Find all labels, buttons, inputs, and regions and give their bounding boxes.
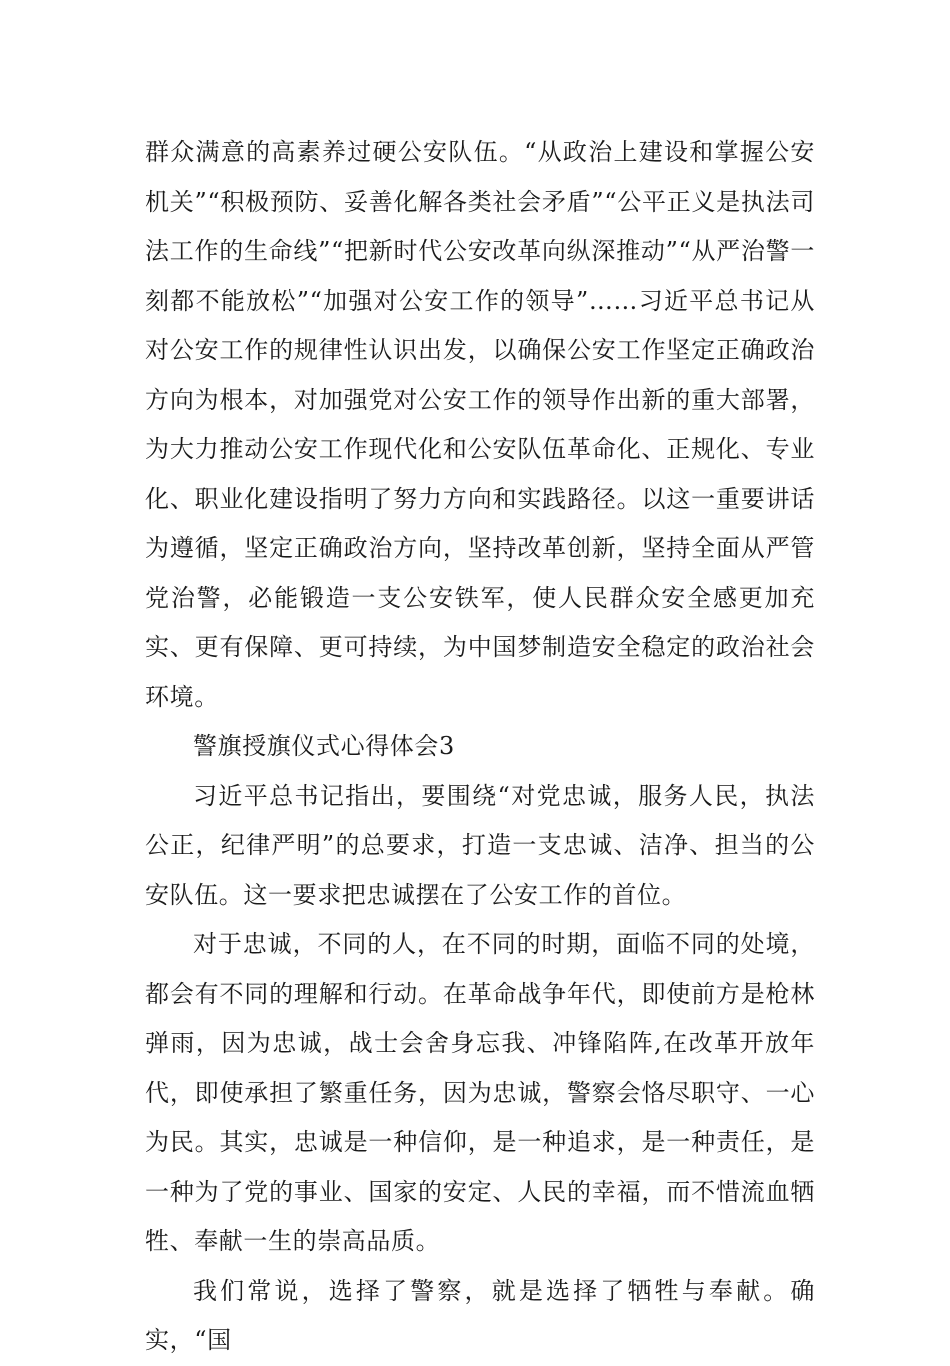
paragraph-2: 习近平总书记指出，要围绕“对党忠诚，服务人民，执法公正，纪律严明”的总要求，打造一支忠诚、洁净、担当的公安队伍。这一要求把忠诚摆在了公安工作的首位。 [145,781,815,909]
document-body [145,128,815,1366]
paragraph-4: 我们常说，选择了警察，就是选择了牺牲与奉献。确实，“国 [145,1276,815,1354]
paragraph-1: 群众满意的高素养过硬公安队伍。“从政治上建设和掌握公安机关”“积极预防、妥善化解各类社会矛盾”“公平正义是执法司法工作的生命线”“把新时代公安改革向纵深推动”“从严治警一刻都不能放松”“加强对公安工作的领导”……习近平总书记从对公安工作的规律性认识出发，以确保公安工作坚定正确政治方向为根本，对加强党对公安工作的领导作出新的重大部署，为大力推动公安工作现代化和公安队伍革命化、正规化、专业化、职业化建设指明了努力方向和实践路径。以这一重要讲话为遵循，坚定正确政治方向，坚持改革创新，坚持全面从严管党治警，必能锻造一支公安铁军，使人民群众安全感更加充实、更有保障、更可持续，为中国梦制造安全稳定的政治社会环境。 [145,138,815,711]
paragraph-3: 对于忠诚，不同的人，在不同的时期，面临不同的处境，都会有不同的理解和行动。在革命战争年代，即使前方是枪林弹雨，因为忠诚，战士会舍身忘我、冲锋陷阵,在改革开放年代，即使承担了繁重任务，因为忠诚，警察会恪尽职守、一心为民。其实，忠诚是一种信仰，是一种追求，是一种责任，是一种为了党的事业、国家的安定、人民的幸福，而不惜流血牺牲、奉献一生的崇高品质。 [145,930,815,1255]
section-heading: 警旗授旗仪式心得体会3 [193,732,455,760]
